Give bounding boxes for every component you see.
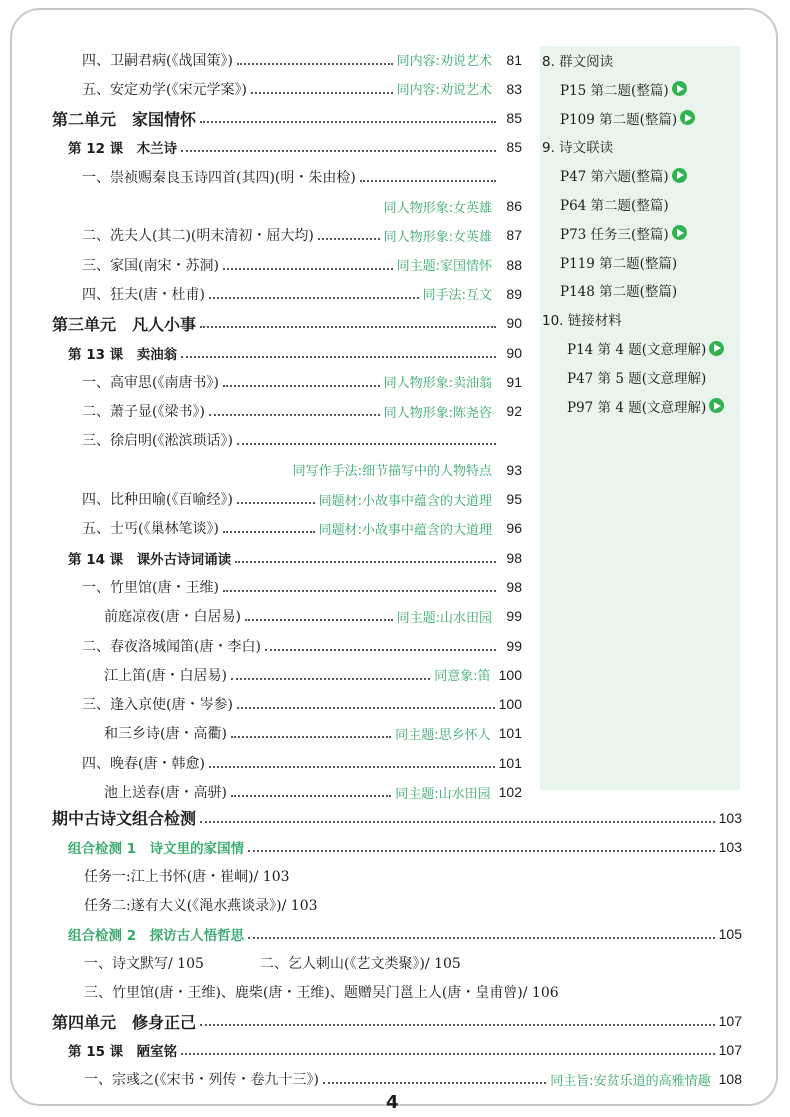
toc-note: 同主题:山水田园 [395,786,491,802]
toc-label: 江上笛(唐・白居易) [104,667,227,684]
leader-dots [237,429,496,445]
sidebar-link[interactable] [567,392,724,420]
leader-dots [223,371,380,387]
page-ref: 101 [498,754,522,771]
toc-note: 同手法:互文 [422,288,492,304]
toc-label: 第三单元 凡人小事 [52,314,197,334]
toc-label: 一、宗彧之(《宋书・列传・卷九十三》) [84,1072,319,1089]
leader-dots [360,166,496,182]
toc-row[interactable] [104,602,522,631]
toc-label: 五、士丐(《巢林笔谈》) [82,521,219,538]
toc-row[interactable] [84,978,742,1007]
sidebar-label: P47 第 5 题(文意理解) [567,370,707,387]
page-ref: 93 [506,461,522,478]
sidebar-label: P15 第二题(整篇) [560,82,669,99]
page-ref: 99 [506,608,522,625]
toc-row[interactable] [82,279,522,308]
sidebar-label: 9. 诗文联读 [542,140,614,157]
page-ref: 107 [718,1042,742,1059]
page-ref: 105 [718,925,742,942]
leader-dots [237,49,393,65]
page-ref: 90 [506,315,522,332]
leader-dots [223,517,315,533]
sidebar-label: 10. 链接材料 [542,313,622,330]
toc-row[interactable] [82,690,522,719]
sidebar-link[interactable] [560,190,669,218]
toc-note: 同内容:劝说艺术 [396,83,492,99]
page-ref: 99 [506,637,522,654]
toc-label: 一、竹里馆(唐・王维) [82,579,219,596]
page-ref: 98 [506,578,522,595]
page-ref: 89 [506,285,522,302]
toc-row[interactable] [82,572,522,601]
toc-label: 五、安定劝学(《宋元学案》) [82,81,247,98]
sidebar-label: 8. 群文阅读 [542,54,614,70]
sidebar-heading [542,46,613,74]
leader-dots [181,136,496,152]
leader-dots [181,342,496,358]
toc-label: 一、诗文默写/ 105 [84,956,204,972]
leader-dots [231,722,391,738]
toc-row[interactable] [52,803,742,832]
toc-row[interactable] [68,919,742,948]
toc-row[interactable] [82,426,522,455]
toc-label: 四、比种田喻(《百喻经》) [82,492,233,508]
toc-label: 第 15 课 陋室铭 [68,1044,178,1061]
toc-label: 一、崇祯赐秦良玉诗四首(其四)(明・朱由检) [82,169,356,186]
sidebar-label: P109 第二题(整篇) [560,111,678,128]
toc-note: 同题材:小故事中蕴含的大道理 [318,522,492,538]
sidebar-link[interactable] [560,219,687,247]
sidebar-link[interactable] [560,161,687,189]
toc-row[interactable] [82,45,522,74]
page-ref: 87 [506,227,522,244]
leader-dots [245,605,393,621]
toc-label: 组合检测 2 探访古人悟哲思 [68,927,245,944]
toc-label: 三、竹里馆(唐・王维)、鹿柴(唐・王维)、题赠吴门邕上人(唐・皇甫曾)/ 106 [84,985,559,1002]
play-icon[interactable] [709,398,724,413]
sidebar-heading [542,132,613,160]
toc-label: 二、春夜洛城闻笛(唐・李白) [82,638,261,655]
toc-note: 同题材:小故事中蕴含的大道理 [318,493,492,509]
page-ref: 103 [718,838,742,855]
sidebar-link[interactable] [560,248,677,276]
toc-note: 同主题:山水田园 [396,610,492,626]
toc-note: 同人物形象:卖油翁 [383,376,492,392]
play-icon[interactable] [709,341,724,356]
page-ref: 85 [506,139,522,156]
leader-dots [223,576,496,592]
sidebar-link[interactable] [560,276,677,304]
page-ref: 91 [506,373,522,390]
page-ref: 107 [718,1013,742,1030]
toc-row[interactable] [104,660,522,689]
toc-label: 四、晚春(唐・韩愈) [82,755,205,772]
toc-row[interactable] [68,543,522,572]
page-ref: 88 [506,256,522,273]
leader-dots [181,1039,714,1055]
toc-row[interactable] [82,455,522,484]
sidebar-label: P47 第六题(整篇) [560,169,669,186]
toc-row[interactable] [68,1036,742,1065]
page-ref: 90 [506,344,522,361]
toc-label: 第 13 课 卖油翁 [68,346,178,363]
toc-row[interactable] [68,133,522,162]
toc-label: 期中古诗文组合检测 [52,809,197,828]
sidebar-label: P119 第二题(整篇) [560,255,678,272]
toc-label: 第 14 课 课外古诗词诵读 [68,551,232,568]
toc-row[interactable] [104,719,522,748]
toc-label: 二、冼夫人(其二)(明末清初・屈大均) [82,228,314,245]
page-ref: 100 [498,696,522,713]
leader-dots [200,107,496,123]
toc-row[interactable] [52,309,522,338]
leader-dots [209,400,380,416]
leader-dots [200,1010,715,1026]
sidebar-link[interactable] [560,75,687,103]
page-ref: 86 [506,198,522,214]
toc-label: 三、家国(南宋・苏洞) [82,257,219,274]
page-ref: 100 [498,666,522,683]
toc-note: 同写作手法:细节描写中的人物特点 [292,464,492,480]
sidebar-heading [542,305,622,333]
toc-label: 二、乞人刺山(《艺文类聚》)/ 105 [260,956,461,972]
toc-row[interactable] [82,748,522,777]
toc-row[interactable] [84,890,742,919]
toc-label: 第二单元 家国情怀 [52,109,197,129]
leader-dots [251,78,393,94]
page-ref: 83 [506,80,522,97]
play-icon[interactable] [672,225,687,240]
toc-note: 同主旨:安贫乐道的高雅情趣 [550,1073,711,1089]
page-ref: 101 [498,725,522,742]
toc-note: 同内容:劝说艺术 [396,54,492,69]
toc-row[interactable] [82,367,522,396]
leader-dots [318,224,380,240]
page-ref: 85 [506,110,522,127]
toc-row[interactable] [82,192,522,221]
page-ref: 103 [718,809,742,826]
sidebar-label: P73 任务三(整篇) [560,226,669,243]
toc-row[interactable] [84,861,742,890]
toc-row[interactable] [82,631,522,660]
leader-dots [323,1068,546,1084]
leader-dots [265,635,496,651]
toc-label: 前庭凉夜(唐・白居易) [104,609,241,626]
leader-dots [200,312,496,328]
toc-note: 同人物形象:陈尧咨 [383,405,492,421]
toc-label: 组合检测 1 诗文里的家国情 [68,840,245,857]
toc-row[interactable] [82,74,522,103]
page-ref: 81 [506,51,522,68]
page-ref: 96 [506,520,522,537]
toc-note: 同人物形象:女英雄 [383,229,492,245]
toc-label: 一、高审思(《南唐书》) [82,374,219,391]
toc-row[interactable] [52,104,522,133]
leader-dots [248,923,715,939]
sidebar-label: P14 第 4 题(文意理解) [567,342,707,358]
page-ref: 92 [506,403,522,420]
toc-label: 二、萧子显(《梁书》) [82,404,205,421]
sidebar-link[interactable] [560,104,695,132]
leader-dots [237,693,495,709]
page-ref: 98 [506,549,522,566]
toc-row[interactable] [82,397,522,426]
toc-note: 同主题:家国情怀 [396,259,492,275]
sidebar-link[interactable] [567,334,724,362]
leader-dots [248,836,715,852]
leader-dots [209,283,419,299]
toc-label: 任务二:遂有大义(《渑水燕谈录》)/ 103 [84,897,318,914]
leader-dots [231,664,430,680]
toc-label: 三、逢入京使(唐・岑参) [82,697,233,714]
toc-note: 同人物形象:女英雄 [383,200,492,216]
toc-label: 第四单元 修身正己 [52,1012,197,1032]
sidebar-link[interactable] [567,363,706,391]
sidebar-label: P148 第二题(整篇) [560,284,678,301]
sidebar-label: P97 第 4 题(文意理解) [567,399,707,416]
toc-label: 四、卫嗣君病(《战国策》) [82,52,233,69]
page-number: 4 [386,1092,399,1113]
play-icon[interactable] [680,110,695,125]
toc-label: 和三乡诗(唐・高衢) [104,726,227,743]
leader-dots [209,752,495,768]
leader-dots [231,781,391,797]
toc-label: 三、徐启明(《淞滨琐话》) [82,433,233,450]
toc-row[interactable] [82,514,522,543]
toc-label: 任务一:江上书怀(唐・崔峒)/ 103 [84,868,290,885]
toc-row[interactable] [82,250,522,279]
play-icon[interactable] [672,168,687,183]
toc-row[interactable] [82,485,522,514]
play-icon[interactable] [672,81,687,96]
toc-row[interactable] [84,949,742,978]
toc-row[interactable] [68,338,522,367]
page-ref: 108 [718,1071,742,1088]
page-ref: 102 [498,784,522,800]
leader-dots [223,254,393,270]
toc-note: 同主题:思乡怀人 [395,727,491,743]
toc-row[interactable] [68,832,742,861]
leader-dots [237,488,315,504]
toc-row[interactable] [84,1065,742,1094]
toc-note: 同意象:笛 [434,669,491,685]
toc-row[interactable] [52,1007,742,1036]
toc-row[interactable] [82,221,522,250]
leader-dots [200,807,715,823]
toc-label: 池上送春(唐・高骈) [104,785,227,801]
toc-row[interactable] [82,162,522,191]
sidebar-label: P64 第二题(整篇) [560,198,669,214]
page-ref: 95 [506,491,522,507]
leader-dots [235,547,496,563]
toc-label: 第 12 课 木兰诗 [68,141,178,158]
toc-label: 四、狂夫(唐・杜甫) [82,286,205,303]
